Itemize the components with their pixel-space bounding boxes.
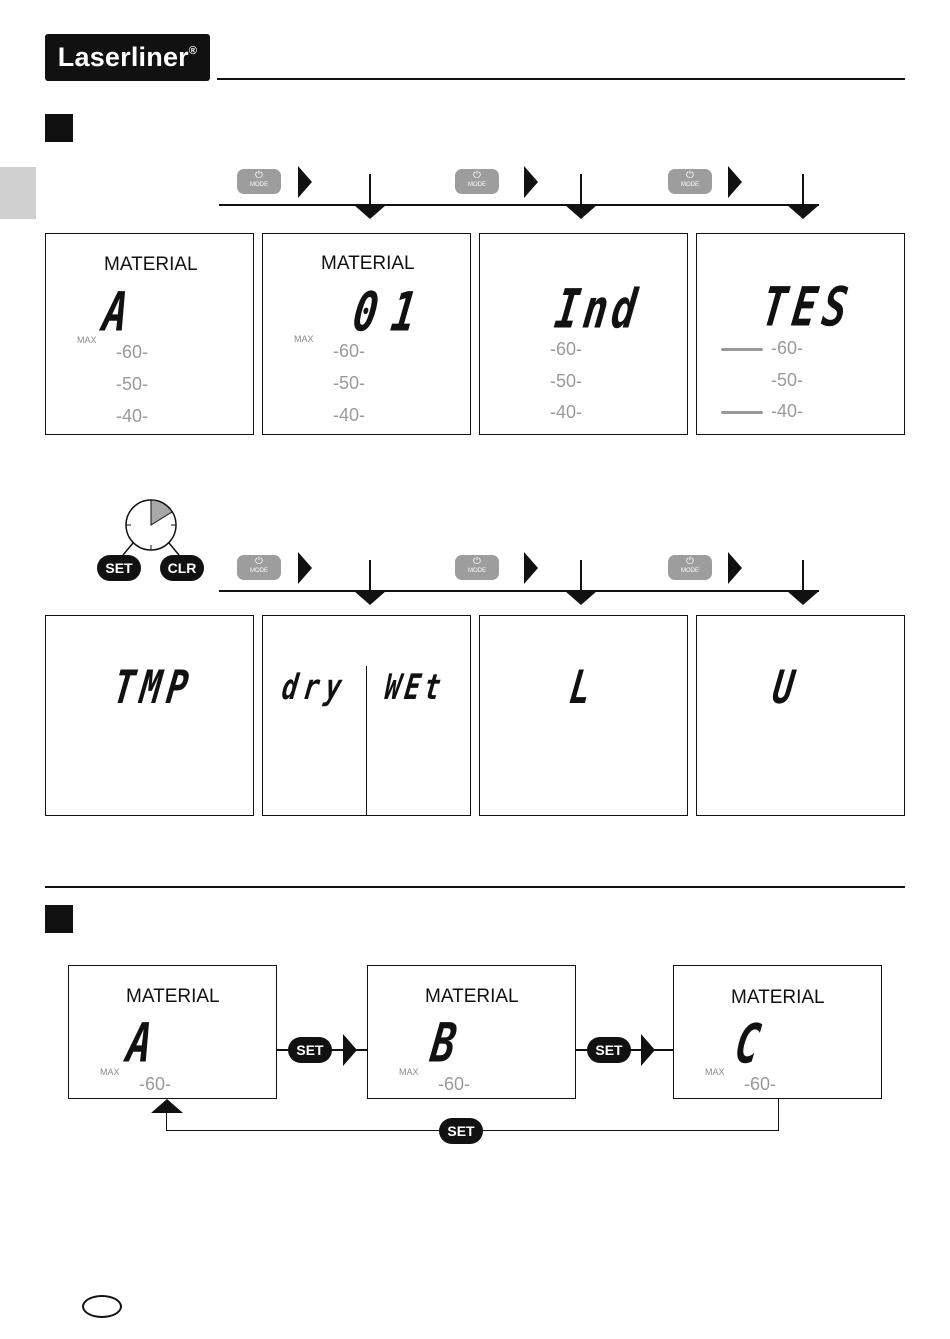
flow-drop-line	[580, 174, 582, 206]
segment-value: B	[427, 1013, 475, 1076]
flow-drop-line	[802, 174, 804, 206]
arrow-right-icon	[298, 552, 312, 584]
flow-line-row1	[219, 204, 819, 206]
scale-60: -60-	[139, 1074, 172, 1094]
display-panel-material-b-set	[367, 965, 576, 1099]
arrow-right-icon	[298, 166, 312, 198]
power-icon: ⏻	[473, 170, 481, 181]
material-label: MATERIAL	[321, 253, 415, 274]
limit-bar-upper-icon	[721, 348, 763, 351]
mode-button[interactable]	[668, 555, 712, 580]
material-label: MATERIAL	[425, 986, 519, 1007]
scale-50: -50-	[771, 370, 804, 390]
section-marker-1	[45, 114, 73, 142]
segment-value: C	[731, 1014, 779, 1077]
scale-60: -60-	[744, 1074, 777, 1094]
max-label: MAX	[77, 335, 97, 345]
display-panel-tes	[696, 233, 905, 435]
arrow-right-icon	[524, 166, 538, 198]
segment-value-dry: dry	[279, 668, 350, 709]
arrow-down-icon	[354, 205, 386, 219]
max-label: MAX	[399, 1067, 419, 1077]
material-label: MATERIAL	[104, 254, 198, 275]
side-tab	[0, 167, 36, 219]
scale-60: -60-	[333, 341, 366, 361]
power-icon: ⏻	[473, 556, 481, 567]
segment-value: U	[769, 661, 812, 715]
arrow-down-icon	[565, 591, 597, 605]
power-icon: ⏻	[255, 170, 263, 181]
flow-drop-line	[580, 560, 582, 592]
scale-60: -60-	[438, 1074, 471, 1094]
mode-label: MODE	[681, 182, 699, 188]
mode-button[interactable]	[455, 555, 499, 580]
mode-label: MODE	[250, 182, 268, 188]
segment-value-wet: WEt	[382, 668, 447, 709]
mode-label: MODE	[250, 568, 268, 574]
mode-button[interactable]	[237, 169, 281, 194]
mode-button[interactable]	[455, 169, 499, 194]
power-icon: ⏻	[686, 556, 694, 567]
scale-60: -60-	[771, 338, 804, 358]
material-label: MATERIAL	[731, 987, 825, 1008]
loop-line-left	[166, 1112, 167, 1131]
max-label: MAX	[294, 334, 314, 344]
display-panel-material-a-set	[68, 965, 277, 1099]
section-divider	[45, 886, 905, 888]
scale-50: -50-	[550, 371, 583, 391]
segment-value: A	[123, 1013, 171, 1076]
arrow-right-icon	[641, 1034, 655, 1066]
arrow-right-icon	[728, 552, 742, 584]
flow-drop-line	[802, 560, 804, 592]
scale-60: -60-	[550, 339, 583, 359]
mode-label: MODE	[681, 568, 699, 574]
limit-bar-lower-icon	[721, 411, 763, 414]
mode-label: MODE	[468, 568, 486, 574]
header-rule	[217, 78, 905, 80]
segment-value: TMP	[110, 661, 198, 715]
mode-button[interactable]	[668, 169, 712, 194]
segment-value: Ind	[551, 279, 645, 342]
section-marker-2	[45, 905, 73, 933]
arrow-down-icon	[787, 205, 819, 219]
brand-logo	[45, 34, 210, 81]
flow-drop-line	[369, 174, 371, 206]
segment-value: L	[566, 661, 609, 715]
language-badge	[82, 1295, 122, 1318]
display-panel-material-01	[262, 233, 471, 435]
scale-40: -40-	[116, 406, 149, 426]
flow-drop-line	[369, 560, 371, 592]
scale-50: -50-	[116, 374, 149, 394]
mode-button[interactable]	[237, 555, 281, 580]
set-button[interactable]: SET	[97, 555, 141, 581]
power-icon: ⏻	[686, 170, 694, 181]
loop-line-right	[778, 1099, 779, 1131]
arrow-up-icon	[151, 1099, 183, 1113]
set-button[interactable]: SET	[587, 1037, 631, 1063]
scale-40: -40-	[771, 401, 804, 421]
split-divider	[366, 666, 367, 816]
display-panel-dry-wet	[262, 615, 471, 816]
scale-40: -40-	[333, 405, 366, 425]
brand-name: Laserliner	[57, 42, 189, 72]
clr-button[interactable]: CLR	[160, 555, 204, 581]
set-button[interactable]: SET	[439, 1118, 483, 1144]
display-panel-u	[696, 615, 905, 816]
display-panel-l	[479, 615, 688, 816]
set-button[interactable]: SET	[288, 1037, 332, 1063]
display-panel-ind	[479, 233, 688, 435]
display-panel-tmp	[45, 615, 254, 816]
material-label: MATERIAL	[126, 986, 220, 1007]
arrow-down-icon	[787, 591, 819, 605]
scale-60: -60-	[116, 342, 149, 362]
segment-value: 01	[349, 282, 435, 345]
arrow-right-icon	[728, 166, 742, 198]
max-label: MAX	[100, 1067, 120, 1077]
display-panel-material-a	[45, 233, 254, 435]
flow-line-row2	[219, 590, 819, 592]
arrow-down-icon	[354, 591, 386, 605]
scale-40: -40-	[550, 402, 583, 422]
scale-50: -50-	[333, 373, 366, 393]
max-label: MAX	[705, 1067, 725, 1077]
mode-label: MODE	[468, 182, 486, 188]
segment-value: A	[99, 282, 147, 345]
arrow-right-icon	[524, 552, 538, 584]
arrow-right-icon	[343, 1034, 357, 1066]
power-icon: ⏻	[255, 556, 263, 567]
arrow-down-icon	[565, 205, 597, 219]
segment-value: TES	[758, 277, 858, 340]
registered-mark: ®	[188, 45, 198, 57]
display-panel-material-c-set	[673, 965, 882, 1099]
